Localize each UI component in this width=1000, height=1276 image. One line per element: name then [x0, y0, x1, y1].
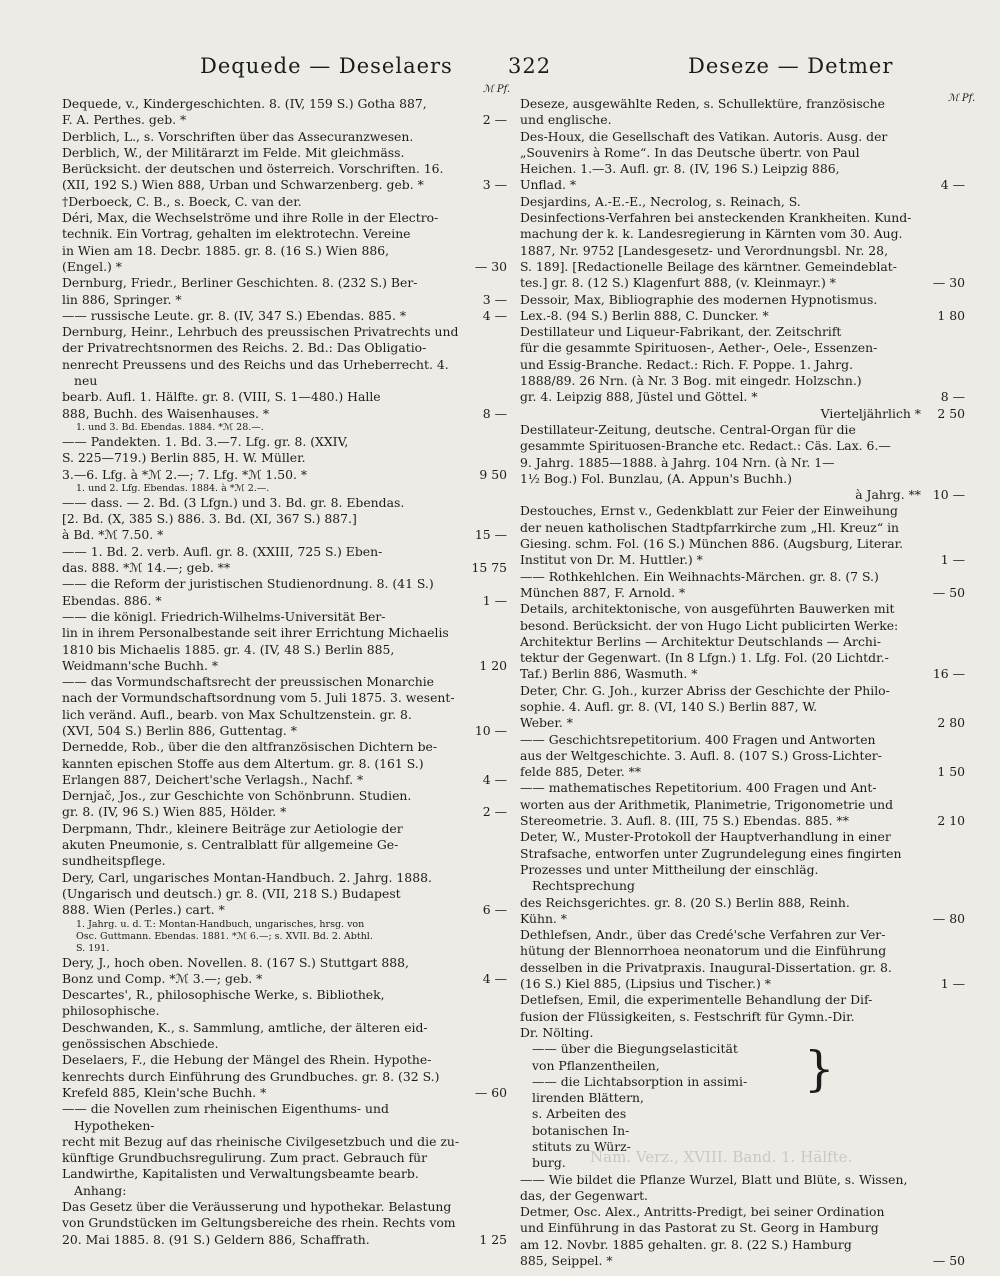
entry-price: 16 —: [932, 666, 965, 682]
entry-line: —— das Vormundschaftsrecht der preussischen Monarchie: [62, 674, 435, 690]
entry-line: 1. und 2. Lfg. Ebendas. 1884. à *ℳ 2.—.: [76, 482, 270, 494]
brace-line: stituts zu Würz-: [532, 1139, 631, 1154]
catalog-entry: [520, 487, 965, 503]
entry-line: am 12. Novbr. 1885 gehalten. gr. 8. (22 S.) Hamburg: [520, 1236, 852, 1252]
entry-price: — 50: [932, 584, 965, 600]
brace-left-text: [532, 1041, 800, 1106]
entry-line: (Ungarisch und deutsch.) gr. 8. (VII, 218 S.) Budapest: [62, 885, 401, 901]
entry-line: Derblich, W., der Militärarzt im Felde. Mit gleichmäss.: [62, 144, 405, 160]
entry-line: Dery, Carl, ungarisches Montan-Handbuch. 2. Jahrg. 1888.: [62, 869, 432, 885]
catalog-entry: [62, 987, 507, 1020]
entry-line: kenrechts durch Einführung des Grundbuches. gr. 8. (32 S.): [62, 1068, 440, 1084]
brace-line: —— über die Biegungselasticität: [532, 1041, 738, 1057]
catalog-entry: [520, 829, 965, 927]
entry-line: das. 888. *ℳ 14.—; geb. **: [62, 560, 231, 576]
entry-line: der neuen katholischen Stadtpfarrkirche zum „Hl. Kreuz“ in: [520, 519, 900, 535]
entry-price: 9 50: [479, 466, 507, 482]
entry-line: †Derboeck, C. B., s. Boeck, C. van der.: [62, 193, 302, 209]
catalog-entry: [520, 96, 965, 129]
entry-line: philosophische.: [62, 1003, 160, 1019]
brace-line: burg.: [532, 1155, 566, 1171]
catalog-entry: [62, 308, 507, 324]
entry-line: 888. Wien (Perles.) cart. *: [62, 902, 225, 918]
catalog-entry: [520, 683, 965, 732]
catalog-entry: [62, 434, 507, 483]
entry-line: worten aus der Arithmetik, Planimetrie, Trigonometrie und: [520, 796, 894, 812]
catalog-entry: [520, 210, 965, 291]
catalog-entry: [62, 1101, 507, 1248]
entry-line: —— russische Leute. gr. 8. (IV, 347 S.) Ebendas. 885. *: [62, 307, 407, 323]
entry-line: 1½ Bog.) Fol. Bunzlau, (A. Appun's Buchh.): [520, 470, 792, 486]
entry-line: F. A. Perthes. geb. *: [62, 112, 187, 128]
catalog-entry: [62, 821, 507, 870]
entry-price: — 60: [474, 1084, 507, 1100]
catalog-entry: [62, 609, 507, 674]
entry-line: sundheitspflege.: [62, 853, 166, 869]
entry-line: lich veränd. Aufl., bearb. von Max Schultzenstein. gr. 8.: [62, 706, 412, 722]
entry-price: 15 —: [474, 527, 507, 543]
entry-line: und Einführung in das Pastorat zu St. Georg in Hamburg: [520, 1220, 879, 1236]
right-column: [520, 96, 965, 1269]
entry-line: Destillateur-Zeitung, deutsche. Central-Organ für die: [520, 421, 856, 437]
entry-line: Berücksicht. der deutschen und österreich. Vorschriften. 16.: [62, 161, 444, 177]
entry-line: Descartes', R., philosophische Werke, s. Bibliothek,: [62, 987, 385, 1003]
brace-line: s. Arbeiten des: [532, 1106, 627, 1122]
catalog-entry: [520, 780, 965, 829]
catalog-entry: [520, 406, 965, 422]
entry-line: tektur der Gegenwart. (In 8 Lfgn.) 1. Lfg. Fol. (20 Lichtdr.-: [520, 650, 889, 666]
entry-line: Giesing. schm. Fol. (16 S.) München 886. (Augsburg, Literar.: [520, 536, 904, 552]
entry-line: 885, Seippel. *: [520, 1253, 613, 1269]
entry-line: kannten epischen Stoffe aus dem Altertum. gr. 8. (161 S.): [62, 755, 424, 771]
catalog-entry: [62, 544, 507, 577]
entry-line: Deselaers, F., die Hebung der Mängel des Rhein. Hypothe-: [62, 1052, 432, 1068]
entry-line: Dethlefsen, Andr., über das Credé'sche Verfahren zur Ver-: [520, 927, 886, 943]
entry-line: besond. Berücksicht. der von Hugo Licht publicirten Werke:: [520, 617, 899, 633]
entry-line: München 887, F. Arnold. *: [520, 584, 686, 600]
entry-line: Erlangen 887, Deichert'sche Verlagsh., Nachf. *: [62, 771, 364, 787]
brace-line: botanischen In-: [532, 1122, 630, 1138]
entry-line: Desjardins, A.-E.-E., Necrolog, s. Reinach, S.: [520, 193, 801, 209]
catalog-entry: [520, 927, 965, 992]
entry-line: lin in ihrem Personalbestande seit ihrer Errichtung Michaelis: [62, 625, 449, 641]
entry-line: Dernburg, Heinr., Lehrbuch des preussischen Privatrechts und: [62, 324, 459, 340]
entry-line: Dernedde, Rob., über die den altfranzösischen Dichtern be-: [62, 739, 438, 755]
entry-line: Unflad. *: [520, 177, 577, 193]
entry-line: —— die königl. Friedrich-Wilhelms-Universität Ber-: [62, 608, 386, 624]
entry-price: 1 50: [937, 764, 965, 780]
entry-line: —— Rothkehlchen. Ein Weihnachts-Märchen. gr. 8. (7 S.): [520, 568, 879, 584]
entry-line: 888, Buchh. des Waisenhauses. *: [62, 405, 270, 421]
catalog-entry: [520, 129, 965, 194]
entry-line: machung der k. k. Landesregierung in Kärnten vom 30. Aug.: [520, 226, 903, 242]
catalog-entry: [520, 732, 965, 781]
entry-price: — 30: [932, 275, 965, 291]
brace-line: von Pflanzentheilen,: [532, 1057, 660, 1073]
catalog-entry: [520, 601, 965, 682]
running-head-right: Deseze — Detmer: [688, 54, 894, 78]
catalog-entry: [62, 324, 507, 422]
brace-line: —— die Lichtabsorption in assimi-: [532, 1073, 748, 1089]
entry-line: 1. Jahrg. u. d. T.: Montan-Handbuch, ungarisches, hrsg. von: [76, 918, 365, 930]
entry-line: —— die Novellen zum rheinischen Eigenthums- und Hypotheken-: [62, 1101, 389, 1133]
entry-line: Prozesses und unter Mittheilung der einschläg. Rechtsprechung: [520, 861, 819, 894]
entry-line: Deschwanden, K., s. Sammlung, amtliche, der älteren eid-: [62, 1019, 428, 1035]
entry-line: sophie. 4. Aufl. gr. 8. (VI, 140 S.) Berlin 887, W.: [520, 698, 818, 714]
entry-price: 3 —: [482, 291, 507, 307]
entry-line: in Wien am 18. Decbr. 1885. gr. 8. (16 S.) Wien 886,: [62, 242, 390, 258]
entry-line: technik. Ein Vortrag, gehalten im elektrotechn. Vereine: [62, 226, 411, 242]
entry-line: Lex.-8. (94 S.) Berlin 888, C. Duncker. *: [520, 307, 769, 323]
entry-line: Derpmann, Thdr., kleinere Beiträge zur Aetiologie der: [62, 820, 403, 836]
entry-price: 4 —: [482, 307, 507, 323]
catalog-entry: [62, 739, 507, 788]
catalog-entry: [520, 194, 965, 210]
entry-price: 1 25: [479, 1231, 507, 1247]
entry-price: — 30: [474, 258, 507, 274]
entry-line: S. 191.: [76, 942, 110, 954]
catalog-entry: [62, 275, 507, 308]
entry-line: Vierteljährlich *: [820, 405, 921, 421]
entry-line: Deter, Chr. G. Joh., kurzer Abriss der Geschichte der Philo-: [520, 682, 890, 698]
entry-line: Dr. Nölting.: [520, 1024, 594, 1040]
catalog-entry: [520, 569, 965, 602]
entry-line: Landwirthe, Kapitalisten und Verwaltungsbeamte bearb. Anhang:: [62, 1166, 419, 1198]
entry-line: Desinfections-Verfahren bei ansteckenden Krankheiten. Kund-: [520, 210, 912, 226]
show-through-text: Nam. Verz., XVIII. Band. 1. Hälfte.: [590, 1148, 853, 1166]
entry-price: 4 —: [482, 771, 507, 787]
entry-line: Deter, W., Muster-Protokoll der Hauptverhandlung in einer: [520, 829, 891, 845]
entry-line: Déri, Max, die Wechselströme und ihre Rolle in der Electro-: [62, 210, 439, 226]
entry-line: fusion der Flüssigkeiten, s. Festschrift für Gymn.-Dir.: [520, 1008, 855, 1024]
entry-line: (XVI, 504 S.) Berlin 886, Guttentag. *: [62, 722, 297, 738]
catalog-entry: [62, 576, 507, 609]
catalog-entry: [62, 674, 507, 739]
entry-line: „Souvenirs à Rome“. In das Deutsche übertr. von Paul: [520, 144, 860, 160]
entry-line: Weber. *: [520, 715, 573, 731]
entry-line: lin 886, Springer. *: [62, 291, 182, 307]
entry-line: felde 885, Deter. **: [520, 764, 642, 780]
entry-price: 2 —: [482, 804, 507, 820]
left-column: [62, 96, 507, 1248]
entry-line: 1810 bis Michaelis 1885. gr. 4. (IV, 48 S.) Berlin 885,: [62, 641, 395, 657]
entry-line: hütung der Blennorrhoea neonatorum und die Einführung: [520, 943, 887, 959]
entry-line: Dernjač, Jos., zur Geschichte von Schönbrunn. Studien.: [62, 788, 412, 804]
entry-line: à Bd. *ℳ 7.50. *: [62, 527, 164, 543]
entry-line: Details, architektonische, von ausgeführten Bauwerken mit: [520, 601, 895, 617]
catalog-entry: [62, 1020, 507, 1053]
entry-price: 1 80: [937, 307, 965, 323]
entry-line: S. 189]. [Redactionelle Beilage des kärntner. Gemeindeblat-: [520, 258, 897, 274]
entry-line: 3.—6. Lfg. à *ℳ 2.—; 7. Lfg. *ℳ 1.50. *: [62, 466, 308, 482]
entry-price: — 50: [932, 1253, 965, 1269]
running-head-left: Dequede — Deselaers: [200, 54, 453, 78]
entry-line: (16 S.) Kiel 885, (Lipsius und Tischer.) *: [520, 976, 771, 992]
entry-line: —— die Reform der juristischen Studienordnung. 8. (41 S.): [62, 576, 434, 592]
catalog-entry: [62, 129, 507, 145]
entry-price: 4 —: [482, 970, 507, 986]
entry-line: Detmer, Osc. Alex., Antritts-Predigt, bei seiner Ordination: [520, 1204, 885, 1220]
entry-line: Destouches, Ernst v., Gedenkblatt zur Feier der Einweihung: [520, 503, 898, 519]
entry-line: das, der Gegenwart.: [520, 1187, 648, 1203]
entry-line: Des-Houx, die Gesellschaft des Vatikan. Autoris. Ausg. der: [520, 128, 888, 144]
entry-line: —— 1. Bd. 2. verb. Aufl. gr. 8. (XXIII, 725 S.) Eben-: [62, 543, 383, 559]
entry-line: genössischen Abschiede.: [62, 1036, 219, 1052]
entry-line: Destillateur und Liqueur-Fabrikant, der. Zeitschrift: [520, 324, 842, 340]
entry-line: 1. und 3. Bd. Ebendas. 1884. *ℳ 28.—.: [76, 421, 264, 433]
entry-line: —— Wie bildet die Pflanze Wurzel, Blatt und Blüte, s. Wissen,: [520, 1171, 908, 1187]
entry-line: für die gesammte Spirituosen-, Aether-, Oele-, Essenzen-: [520, 340, 878, 356]
entry-line: Osc. Guttmann. Ebendas. 1881. *ℳ 6.—; s. XVII. Bd. 2. Abthl.: [76, 930, 373, 942]
entry-line: Stereometrie. 3. Aufl. 8. (III, 75 S.) Ebendas. 885. **: [520, 813, 849, 829]
catalog-entry: [520, 1204, 965, 1269]
entry-line: akuten Pneumonie, s. Centralblatt für allgemeine Ge-: [62, 837, 399, 853]
entry-price: 15 75: [471, 560, 507, 576]
currency-label-left: ℳ Pf.: [483, 84, 511, 95]
catalog-entry: [62, 955, 507, 988]
entry-line: S. 225—719.) Berlin 885, H. W. Müller.: [62, 450, 306, 466]
entry-line: und Essig-Branche. Redact.: Rich. F. Poppe. 1. Jahrg.: [520, 356, 854, 372]
entry-line: —— dass. — 2. Bd. (3 Lfgn.) und 3. Bd. gr. 8. Ebendas.: [62, 494, 405, 510]
entry-line: —— Geschichtsrepetitorium. 400 Fragen und Antworten: [520, 731, 876, 747]
curly-brace: }: [804, 1041, 835, 1098]
catalog-entry: [520, 422, 965, 487]
right-column-bottom: [520, 1172, 965, 1270]
entry-note: [62, 422, 507, 434]
entry-line: [2. Bd. (X, 385 S.) 886. 3. Bd. (XI, 367 S.) 887.]: [62, 511, 357, 527]
catalog-entry: [62, 788, 507, 821]
entry-line: Kühn. *: [520, 910, 567, 926]
brace-line: lirenden Blättern,: [532, 1090, 644, 1106]
entry-line: recht mit Bezug auf das rheinische Civilgesetzbuch und die zu-: [62, 1133, 460, 1149]
entry-price: 3 —: [482, 177, 507, 193]
entry-line: Dequede, v., Kindergeschichten. 8. (IV, 159 S.) Gotha 887,: [62, 96, 427, 111]
entry-line: Deseze, ausgewählte Reden, s. Schullektüre, französische: [520, 96, 885, 111]
entry-line: nenrecht Preussens und des Reichs und das Urheberrecht. 4. neu: [62, 356, 449, 389]
entry-line: Detlefsen, Emil, die experimentelle Behandlung der Dif-: [520, 992, 873, 1008]
entry-price: 2 —: [482, 112, 507, 128]
entry-line: Heichen. 1.—3. Aufl. gr. 8. (IV, 196 S.) Leipzig 886,: [520, 161, 840, 177]
entry-line: von Grundstücken im Geltungsbereiche des rhein. Rechts vom: [62, 1215, 456, 1231]
catalog-entry: [62, 495, 507, 544]
entry-line: Krefeld 885, Klein'sche Buchh. *: [62, 1084, 267, 1100]
entry-line: Strafsache, entworfen unter Zugrundelegung eines fingirten: [520, 845, 902, 861]
entry-line: gr. 8. (IV, 96 S.) Wien 885, Hölder. *: [62, 804, 287, 820]
entry-line: Architektur Berlins — Architektur Deutschlands — Archi-: [520, 633, 882, 649]
right-column-top: [520, 96, 965, 1041]
entry-line: nach der Vormundschaftsordnung vom 5. Juli 1875. 3. wesent-: [62, 690, 455, 706]
entry-line: —— Pandekten. 1. Bd. 3.—7. Lfg. gr. 8. (XXIV,: [62, 433, 349, 449]
catalog-entry: [520, 503, 965, 568]
entry-line: Taf.) Berlin 886, Wasmuth. *: [520, 666, 698, 682]
entry-price: 10 —: [932, 487, 965, 503]
entry-line: Weidmann'sche Buchh. *: [62, 657, 219, 673]
entry-line: tes.] gr. 8. (12 S.) Klagenfurt 888, (v. Kleinmayr.) *: [520, 275, 836, 291]
entry-price: 1 —: [940, 976, 965, 992]
catalog-entry: [62, 870, 507, 919]
entry-line: Dery, J., hoch oben. Novellen. 8. (167 S.) Stuttgart 888,: [62, 954, 409, 970]
catalog-entry: [520, 992, 965, 1041]
entry-line: bearb. Aufl. 1. Hälfte. gr. 8. (VIII, S. 1—480.) Halle: [62, 389, 381, 405]
entry-line: des Reichsgerichtes. gr. 8. (20 S.) Berlin 888, Reinh.: [520, 894, 850, 910]
entry-price: 8 —: [940, 389, 965, 405]
entry-line: 1888/89. 26 Nrn. (à Nr. 3 Bog. mit eingedr. Holzschn.): [520, 373, 862, 389]
entry-price: 6 —: [482, 902, 507, 918]
catalog-entry: [520, 1172, 965, 1205]
entry-line: Derblich, L., s. Vorschriften über das Assecuranzwesen.: [62, 128, 414, 144]
entry-price: 4 —: [940, 177, 965, 193]
entry-price: 1 —: [940, 552, 965, 568]
entry-line: à Jahrg. **: [855, 487, 921, 503]
catalog-entry: [62, 194, 507, 210]
entry-line: (Engel.) *: [62, 258, 122, 274]
entry-line: aus der Weltgeschichte. 3. Aufl. 8. (107 S.) Gross-Lichter-: [520, 747, 882, 763]
entry-price: 10 —: [474, 722, 507, 738]
entry-line: und englische.: [520, 112, 612, 128]
entry-price: 2 50: [937, 405, 965, 421]
entry-note: [62, 483, 507, 495]
entry-line: Dernburg, Friedr., Berliner Geschichten. 8. (232 S.) Ber-: [62, 275, 418, 291]
entry-note: [62, 919, 507, 955]
entry-line: gr. 4. Leipzig 888, Jüstel und Göttel. *: [520, 389, 758, 405]
entry-price: 2 80: [937, 715, 965, 731]
entry-line: künftige Grundbuchsregulirung. Zum pract. Gebrauch für: [62, 1150, 428, 1166]
entry-price: 2 10: [937, 813, 965, 829]
entry-price: 1 20: [479, 657, 507, 673]
entry-line: —— mathematisches Repetitorium. 400 Fragen und Ant-: [520, 780, 877, 796]
entry-line: 9. Jahrg. 1885—1888. à Jahrg. 104 Nrn. (à Nr. 1—: [520, 454, 835, 470]
entry-price: 1 —: [482, 592, 507, 608]
catalog-entry: [62, 145, 507, 194]
entry-line: 1887, Nr. 9752 [Landesgesetz- und Verordnungsbl. Nr. 28,: [520, 242, 889, 258]
entry-line: Dessoir, Max, Bibliographie des modernen Hypnotismus.: [520, 291, 878, 307]
catalog-entry: [62, 1052, 507, 1101]
entry-line: Bonz und Comp. *ℳ 3.—; geb. *: [62, 970, 263, 986]
entry-line: der Privatrechtsnormen des Reichs. 2. Bd.: Das Obligatio-: [62, 340, 427, 356]
catalog-entry: [62, 210, 507, 275]
catalog-entry: [520, 292, 965, 325]
entry-line: Institut von Dr. M. Huttler.) *: [520, 552, 703, 568]
entry-line: Ebendas. 886. *: [62, 592, 162, 608]
page-number: 322: [508, 54, 552, 78]
catalog-entry: [62, 96, 507, 129]
entry-line: (XII, 192 S.) Wien 888, Urban und Schwarzenberg. geb. *: [62, 177, 424, 193]
entry-price: 8 —: [482, 405, 507, 421]
entry-line: 20. Mai 1885. 8. (91 S.) Geldern 886, Schaffrath.: [62, 1231, 370, 1247]
catalog-entry: [520, 324, 965, 405]
currency-label-right: ℳ Pf.: [948, 93, 976, 104]
entry-line: gesammte Spirituosen-Branche etc. Redact.: Cäs. Lax. 6.—: [520, 438, 891, 454]
entry-line: Das Gesetz über die Veräusserung und hypothekar. Belastung: [62, 1199, 452, 1214]
entry-price: — 80: [932, 910, 965, 926]
entry-line: desselben in die Privatpraxis. Inaugural-Dissertation. gr. 8.: [520, 959, 892, 975]
